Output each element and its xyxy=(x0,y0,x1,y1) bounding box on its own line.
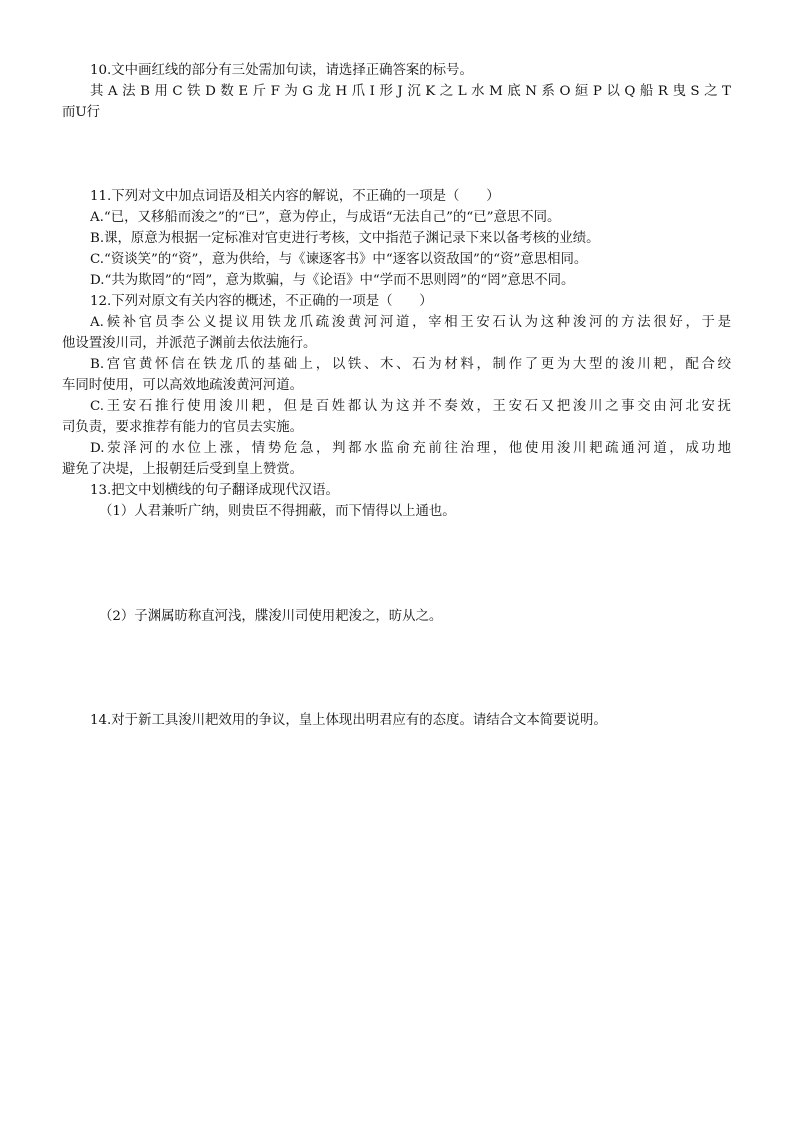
q12-option-c-line1: C.王安石推行使用浚川耙，但是百姓都认为这并不奏效，王安石又把浚川之事交由河北安抚 xyxy=(90,399,731,414)
q10-text-line1: 其A法B用C铁D数E斤F为G龙H爪I形J沉K之L水M底N系O絙P以Q船R曳S之T xyxy=(90,84,731,99)
q13-stem: 13.把文中划横线的句子翻译成现代汉语。 xyxy=(90,483,339,498)
q11-stem: 11.下列对文中加点词语及相关内容的解说，不正确的一项是（ ） xyxy=(90,189,500,204)
q12-option-d-line2: 避免了决堤，上报朝廷后受到皇上赞赏。 xyxy=(62,462,304,477)
q12-option-a-line2: 他设置浚川司，并派范子渊前去依法施行。 xyxy=(62,336,317,351)
q12-option-b-line1: B.宫官黄怀信在铁龙爪的基础上，以铁、木、石为材料，制作了更为大型的浚川耙，配合绞 xyxy=(90,357,731,372)
q10-stem: 10.文中画红线的部分有三处需加句读，请选择正确答案的标号。 xyxy=(90,63,473,78)
q12-option-b-line2: 车同时使用，可以高效地疏浚黄河河道。 xyxy=(62,378,304,393)
q13-item-2: （2）子渊属昉称直河浅，牒浚川司使用耙浚之，昉从之。 xyxy=(99,609,443,624)
q10-text-line2: 而U行 xyxy=(62,105,101,120)
q11-option-b: B.课，原意为根据一定标准对官吏进行考核，文中指范子渊记录下来以备考核的业绩。 xyxy=(90,231,600,246)
q11-option-a: A.“已，又移船而浚之”的“已”，意为停止，与成语“无法自己”的“已”意思不同。 xyxy=(90,210,561,225)
q12-stem: 12.下列对原文有关内容的概述，不正确的一项是（ ） xyxy=(90,294,433,309)
q14-stem: 14.对于新工具浚川耙效用的争议，皇上体现出明君应有的态度。请结合文本简要说明。 xyxy=(90,713,607,728)
q12-option-a-line1: A.候补官员李公义提议用铁龙爪疏浚黄河河道，宰相王安石认为这种浚河的方法很好，于是 xyxy=(90,315,731,330)
q13-item-1: （1）人君兼听广纳，则贵臣不得拥蔽，而下情得以上通也。 xyxy=(99,504,456,519)
q12-option-d-line1: D.荥泽河的水位上涨，情势危急，判都水监俞充前往治理，他使用浚川耙疏通河道，成功地 xyxy=(90,441,731,456)
q11-option-d: D.“共为欺罔”的“罔”，意为欺骗，与《论语》中“学而不思则罔”的“罔”意思不同。 xyxy=(90,273,575,288)
q11-option-c: C.“资谈笑”的“资”，意为供给，与《谏逐客书》中“逐客以资敌国”的“资”意思相同。 xyxy=(90,252,588,267)
q12-option-c-line2: 司负责，要求推荐有能力的官员去实施。 xyxy=(62,420,304,435)
